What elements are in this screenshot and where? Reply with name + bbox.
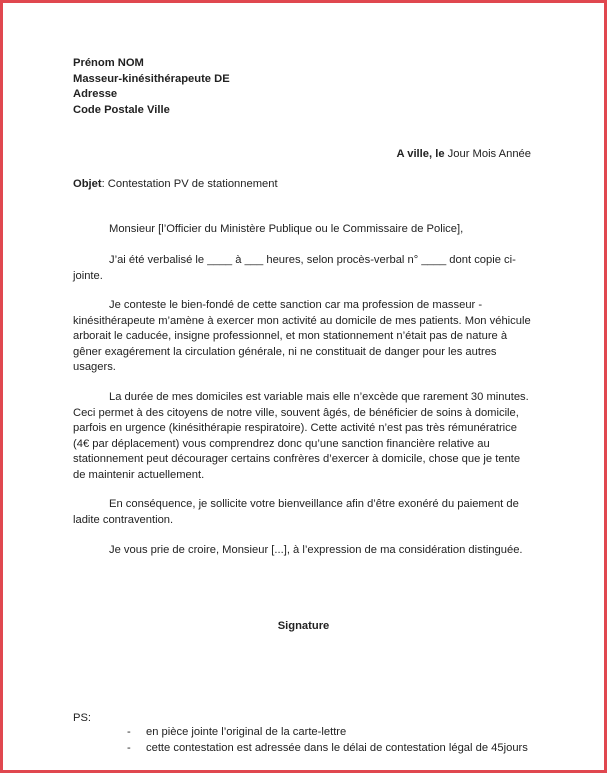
sender-profession: Masseur-kinésithérapeute DE: [73, 72, 230, 85]
sender-address: Adresse: [73, 88, 118, 100]
paragraph-2-text: Je conteste le bien-fondé de cette sanction car ma profession de masseur - kinésithérapeute m’amène à exercer mon activité au domicile de mes patients. Mon véhicule arborait le caducée, insigne professionnel, et mon stationnement n’était pas de nature à gêner exagérement la circulation générale, ni ne constituait de danger pour les autres usagers.: [73, 299, 531, 373]
ps-item-text: cette contestation est adressée dans le délai de contestation légal de 45jours: [146, 741, 528, 754]
paragraph-1-text: J’ai été verbalisé le ____ à ___ heures, selon procès-verbal n° ____ dont copie ci-jointe.: [73, 254, 516, 282]
salutation: [73, 222, 535, 238]
date-value: Jour Mois Année: [444, 148, 531, 160]
dash-bullet: -: [127, 726, 131, 738]
dash-bullet: -: [127, 741, 131, 754]
closing-text: Je vous prie de croire, Monsieur [...], à l’expression de ma considération distinguée.: [109, 544, 523, 556]
sender-block: [73, 56, 230, 118]
list-item: [127, 725, 528, 741]
closing-formula: [73, 543, 535, 559]
subject-label: Objet: [73, 178, 102, 190]
paragraph-2: [73, 298, 535, 376]
paragraph-4: [73, 497, 535, 528]
sender-city: Code Postale Ville: [73, 103, 170, 116]
paragraph-3-text: La durée de mes domiciles est variable mais elle n’excède que rarement 30 minutes. Ceci permet à des citoyens de notre ville, souvent âgés, de bénéficier de soins à domicile, parfois en urgence (kinésithérapie respiratoire). Cette activité n’est pas très rémunératrice (4€ par déplacement) vous comprendrez donc qu’une sanction financière relative au stationnement peut décourager certains confrères d’exercer à domicile, chose que je tente de maintenir actuellement.: [73, 391, 529, 481]
list-item: [127, 741, 528, 757]
subject-text: : Contestation PV de stationnement: [101, 178, 278, 190]
sender-name: Prénom NOM: [73, 57, 144, 69]
ps-item-text: en pièce jointe l’original de la carte-lettre: [146, 726, 347, 738]
paragraph-3: [73, 390, 535, 483]
paragraph-1: [73, 253, 535, 284]
signature: Signature: [277, 620, 330, 632]
ps-label: PS:: [73, 712, 92, 724]
subject-line: [73, 177, 278, 193]
paragraph-4-text: En conséquence, je sollicite votre bienveillance afin d’être exonéré du paiement de ladite contravention.: [73, 498, 519, 526]
date-line: [396, 147, 531, 163]
date-place: A ville, le: [396, 148, 445, 160]
ps-list: [127, 725, 528, 756]
salutation-text: Monsieur [l’Officier du Ministère Publique ou le Commissaire de Police],: [109, 223, 464, 235]
